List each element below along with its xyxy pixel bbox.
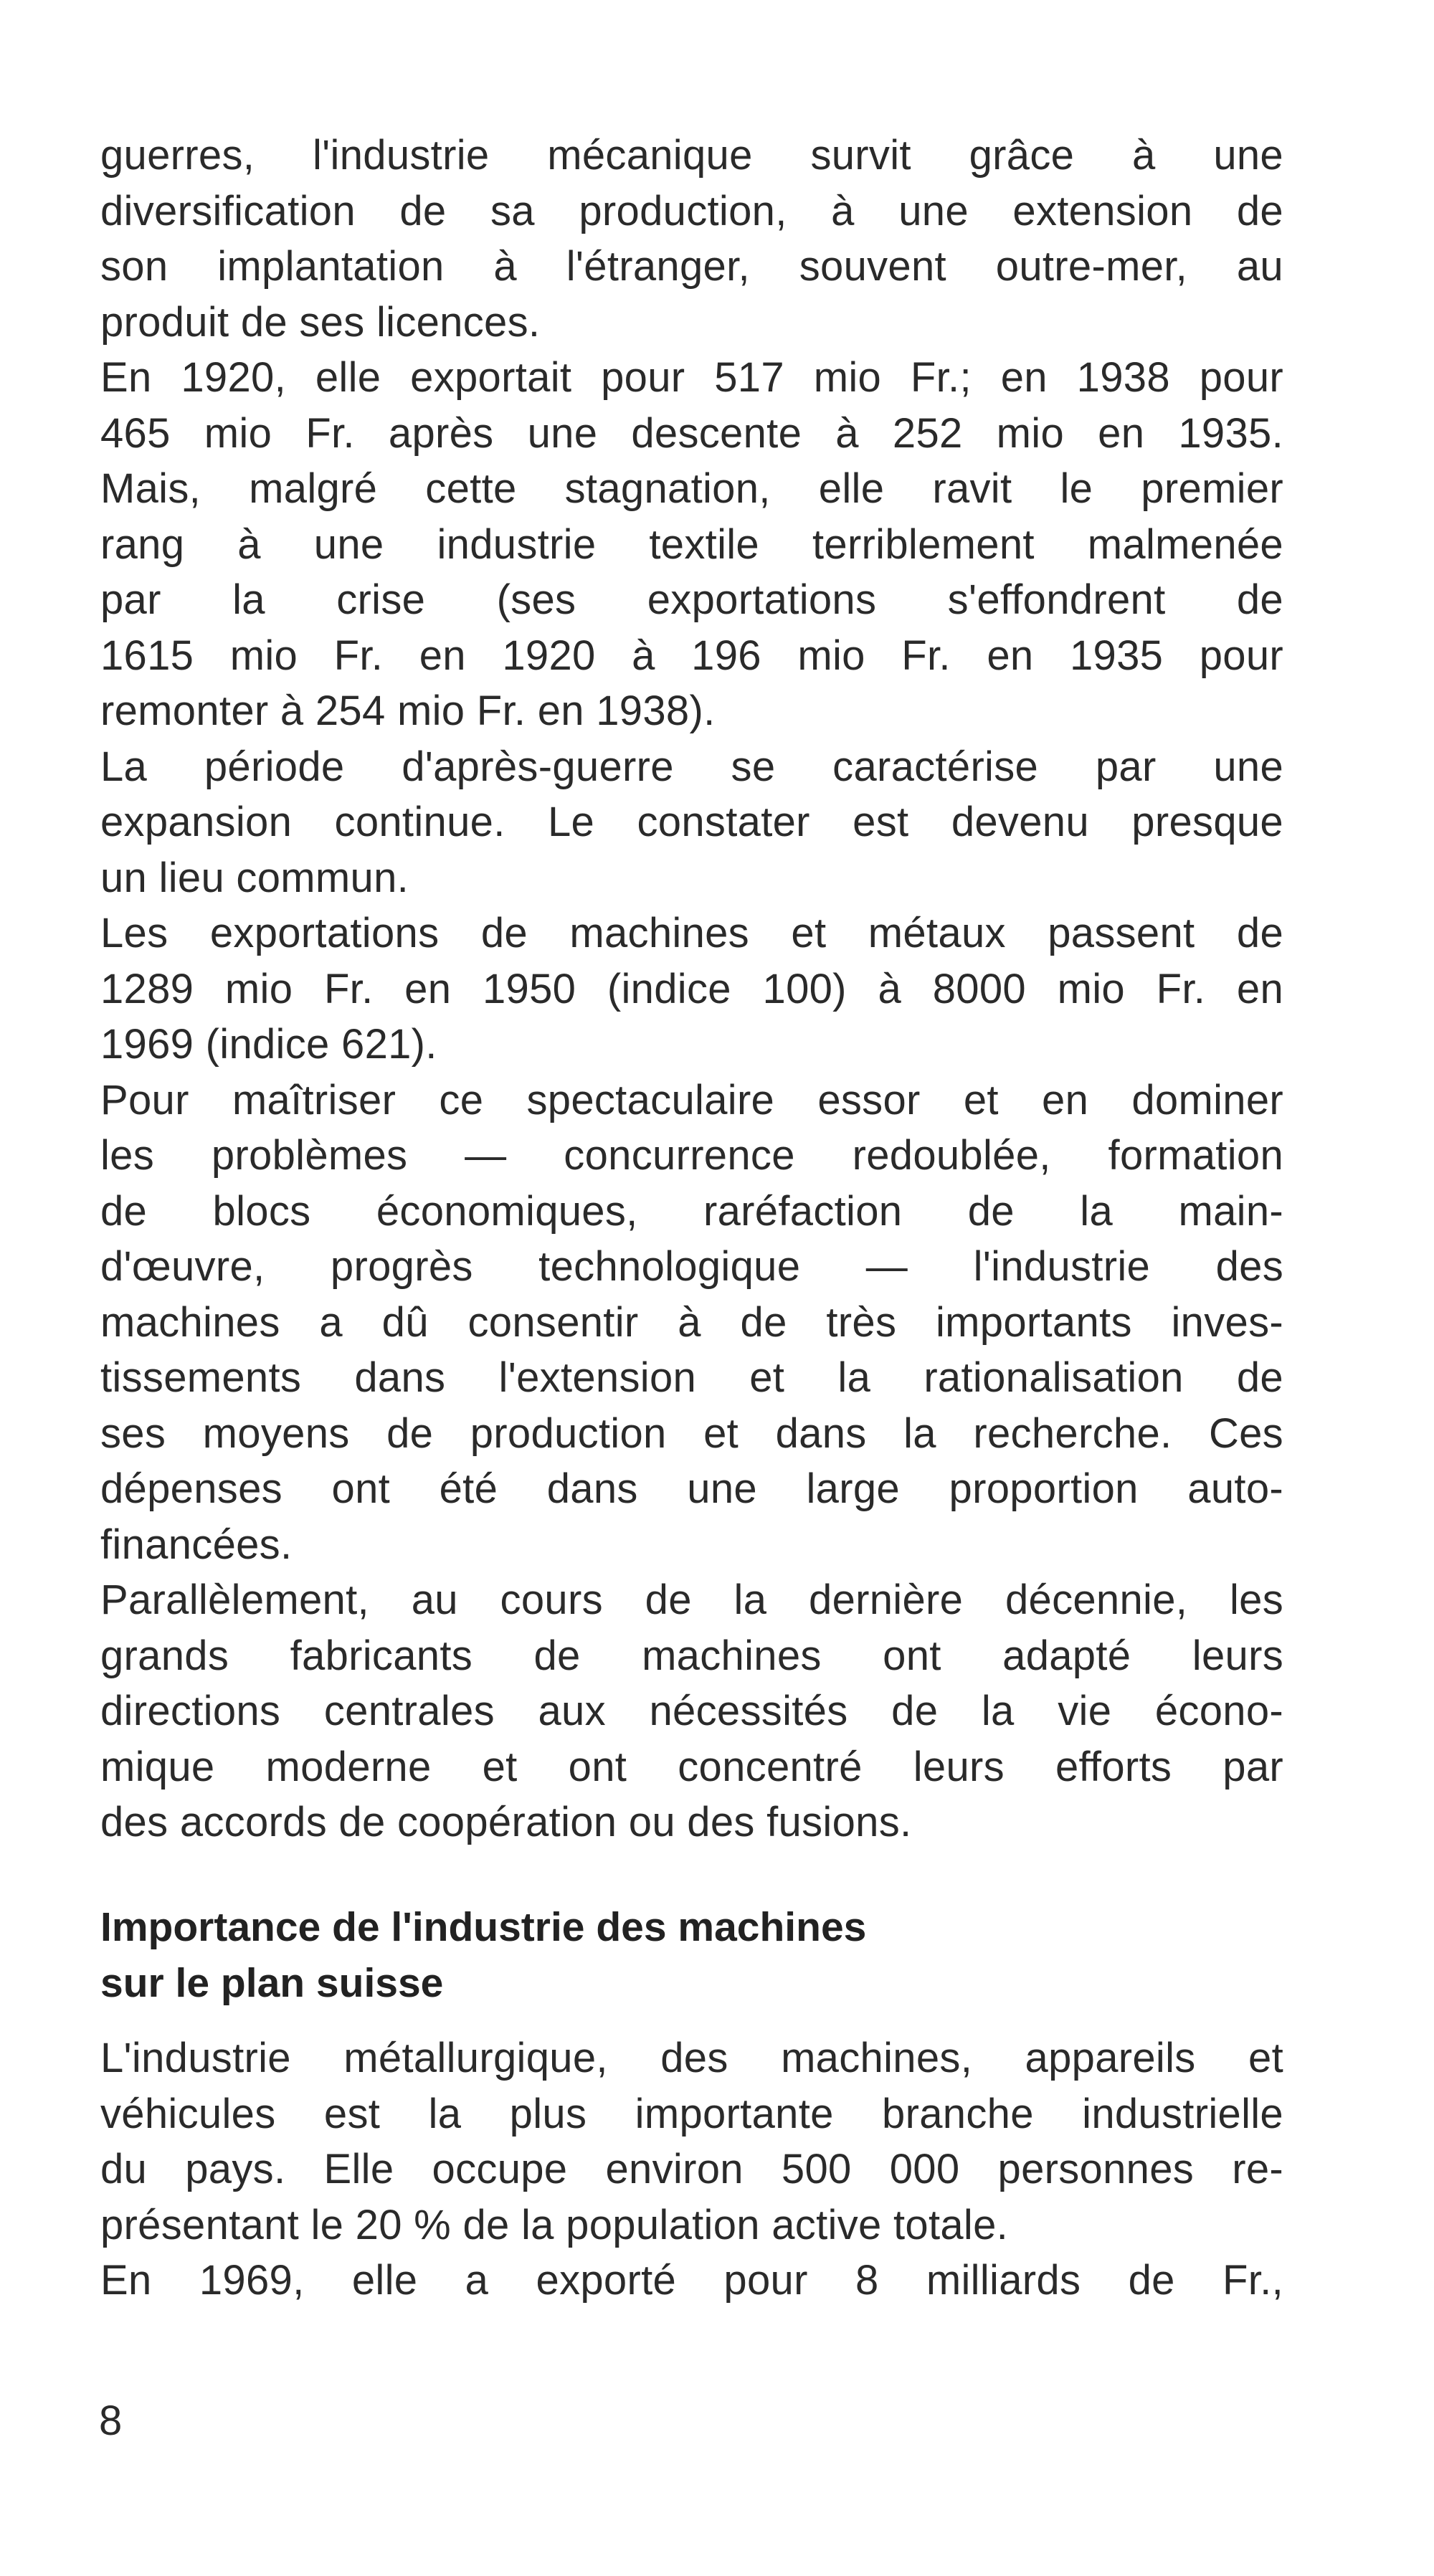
text-line: d'œuvre, progrès technologique — l'industrie des xyxy=(100,1243,1283,1290)
text-line: La période d'après-guerre se caractérise par une xyxy=(100,743,1283,790)
text-line: mique moderne et ont concentré leurs efforts par xyxy=(100,1743,1283,1790)
text-line: 465 mio Fr. après une descente à 252 mio en 1935. xyxy=(100,409,1283,457)
text-line: En 1969, elle a exporté pour 8 milliards de Fr., xyxy=(100,2257,1283,2304)
text-line: véhicules est la plus importante branche industrielle xyxy=(100,2090,1283,2137)
text-line: financées. xyxy=(100,1521,293,1568)
text-line: produit de ses licences. xyxy=(100,298,541,346)
text-line: son implantation à l'étranger, souvent outre-mer, au xyxy=(100,243,1283,290)
text-line: tissements dans l'extension et la rationalisation de xyxy=(100,1354,1283,1401)
text-line: un lieu commun. xyxy=(100,854,409,901)
text-line: directions centrales aux nécessités de la vie écono- xyxy=(100,1688,1283,1734)
text-line: 1289 mio Fr. en 1950 (indice 100) à 8000 mio Fr. en xyxy=(100,965,1283,1012)
page-number: 8 xyxy=(99,2397,123,2444)
heading-line: sur le plan suisse xyxy=(100,1959,444,2006)
text-line: diversification de sa production, à une extension de xyxy=(100,187,1283,234)
text-line: expansion continue. Le constater est devenu presque xyxy=(100,799,1283,845)
text-line: 1969 (indice 621). xyxy=(100,1021,437,1068)
text-line: Mais, malgré cette stagnation, elle ravit le premier xyxy=(100,465,1283,512)
text-line: guerres, l'industrie mécanique survit grâce à une xyxy=(100,132,1283,179)
body-text-bottom xyxy=(100,2030,1283,2309)
text-line: rang à une industrie textile terriblement malmenée xyxy=(100,521,1283,568)
text-line: Parallèlement, au cours de la dernière décennie, les xyxy=(100,1577,1283,1623)
text-line: du pays. Elle occupe environ 500 000 personnes re- xyxy=(100,2146,1283,2192)
section-heading xyxy=(100,1900,1283,2011)
text-line: 1615 mio Fr. en 1920 à 196 mio Fr. en 1935 pour xyxy=(100,632,1283,679)
text-line: Pour maîtriser ce spectaculaire essor et en dominer xyxy=(100,1076,1283,1123)
text-line: L'industrie métallurgique, des machines, appareils et xyxy=(100,2035,1283,2081)
text-line: les problèmes — concurrence redoublée, formation xyxy=(100,1132,1283,1179)
text-line: présentant le 20 % de la population active totale. xyxy=(100,2201,1009,2248)
text-line: machines a dû consentir à de très importants inves- xyxy=(100,1298,1283,1346)
text-line: remonter à 254 mio Fr. en 1938). xyxy=(100,688,716,734)
text-line: ses moyens de production et dans la recherche. Ces xyxy=(100,1410,1283,1457)
body-text-top xyxy=(100,128,1283,1850)
text-line: de blocs économiques, raréfaction de la main- xyxy=(100,1187,1283,1235)
text-line: En 1920, elle exportait pour 517 mio Fr.; en 1938 pour xyxy=(100,354,1283,401)
text-line: dépenses ont été dans une large proportion auto- xyxy=(100,1465,1283,1512)
text-line: grands fabricants de machines ont adapté leurs xyxy=(100,1632,1283,1679)
heading-line: Importance de l'industrie des machines xyxy=(100,1904,867,1950)
text-line: Les exportations de machines et métaux passent de xyxy=(100,910,1283,956)
text-line: des accords de coopération ou des fusions. xyxy=(100,1799,912,1845)
text-line: par la crise (ses exportations s'effondrent de xyxy=(100,576,1283,623)
